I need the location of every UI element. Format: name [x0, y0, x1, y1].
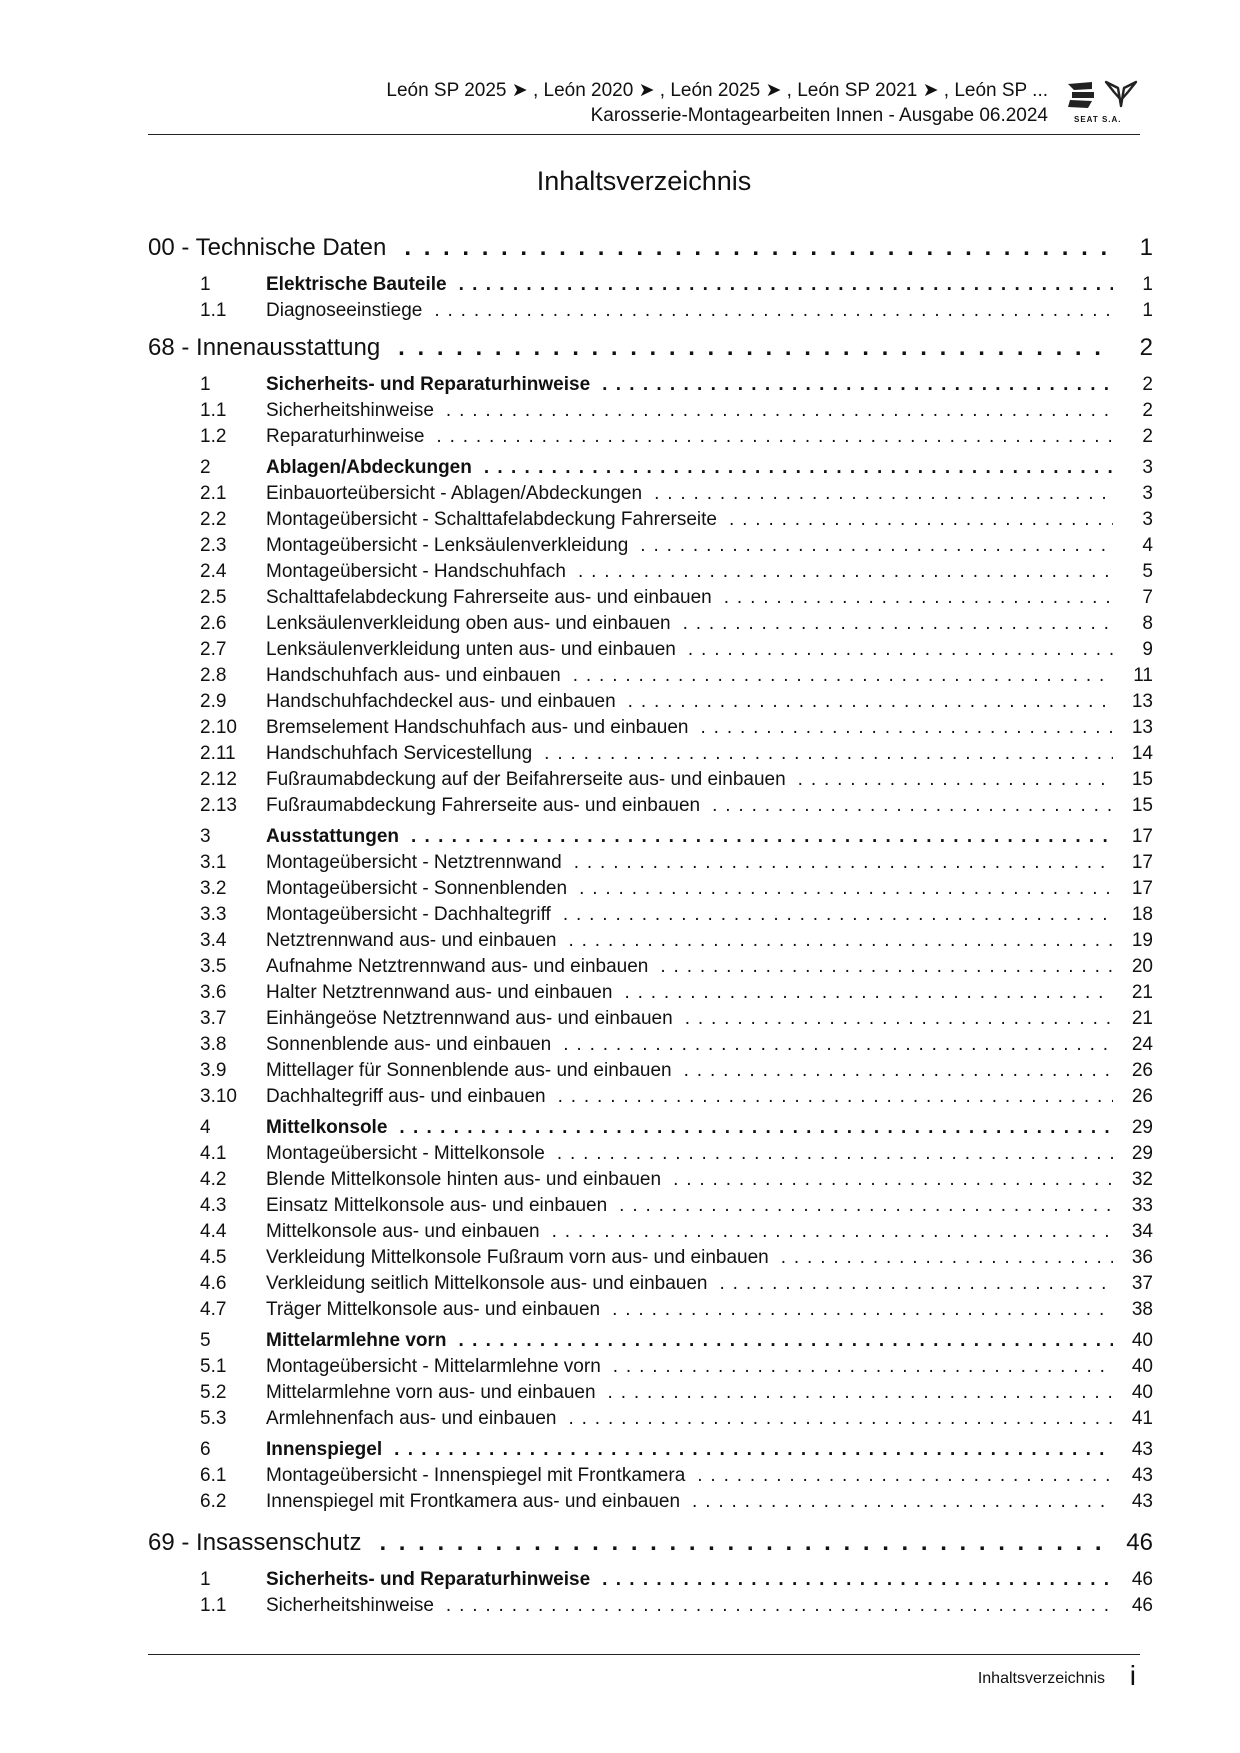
toc-entry-number: 2.8 [200, 665, 227, 686]
toc-entry[interactable] [148, 878, 1153, 904]
toc-entry-page: 15 [1131, 795, 1153, 816]
toc-section[interactable] [148, 457, 1153, 483]
toc-leader [684, 1060, 1113, 1082]
toc-leader [798, 769, 1113, 791]
toc-entry-number: 2.9 [200, 691, 227, 712]
toc-leader [729, 509, 1113, 531]
toc-entry-page: 40 [1131, 1356, 1153, 1377]
toc-entry-title: Einbauorteübersicht - Ablagen/Abdeckungen [266, 483, 643, 504]
toc-leader [573, 665, 1113, 687]
toc-entry-page: 17 [1131, 878, 1153, 899]
toc-entry-title: Bremselement Handschuhfach aus- und einbauen [266, 717, 689, 738]
toc-entry-title: Netztrennwand aus- und einbauen [266, 930, 557, 951]
toc-entry-number: 1.1 [200, 300, 227, 321]
toc-leader [602, 1569, 1113, 1591]
toc-entry-title: Montageübersicht - Netztrennwand [266, 852, 562, 873]
toc-entry[interactable] [148, 1086, 1153, 1112]
toc-leader [613, 1356, 1113, 1378]
toc-leader [624, 982, 1113, 1004]
toc-entry[interactable] [148, 795, 1153, 821]
toc-leader [563, 1034, 1113, 1056]
toc-chapter-page: 2 [1139, 334, 1153, 361]
toc-entry-page: 13 [1131, 691, 1153, 712]
toc-entry-number: 4.1 [200, 1143, 227, 1164]
toc-entry-number: 4.7 [200, 1299, 227, 1320]
toc-leader [399, 1117, 1113, 1139]
toc-entry-page: 2 [1142, 400, 1153, 421]
toc-entry-page: 13 [1131, 717, 1153, 738]
toc-entry-page: 4 [1142, 535, 1153, 556]
toc-leader [459, 274, 1113, 296]
toc-entry-number: 2.4 [200, 561, 227, 582]
toc-entry-page: 43 [1131, 1465, 1153, 1486]
toc-entry-title: Verkleidung seitlich Mittelkonsole aus- und einbauen [266, 1273, 708, 1294]
toc-entry[interactable] [148, 1273, 1153, 1299]
toc-leader [568, 1408, 1113, 1430]
toc-entry[interactable] [148, 1491, 1153, 1517]
toc-entry-number: 3.6 [200, 982, 227, 1003]
toc-section-title: Elektrische Bauteile [266, 274, 447, 295]
toc-entry-page: 15 [1131, 769, 1153, 790]
toc-entry-number: 3.8 [200, 1034, 227, 1055]
toc-entry-number: 2.11 [200, 743, 236, 764]
toc-section-number: 1 [200, 1569, 211, 1590]
toc-entry-number: 1.1 [200, 1595, 227, 1616]
toc-entry-number: 2.1 [200, 483, 227, 504]
toc-entry-title: Mittelkonsole aus- und einbauen [266, 1221, 540, 1242]
toc-entry[interactable] [148, 717, 1153, 743]
toc-entry-page: 46 [1131, 1595, 1153, 1616]
toc-entry[interactable] [148, 1595, 1153, 1621]
header-text [386, 78, 1048, 128]
toc-entry[interactable] [148, 1195, 1153, 1221]
toc-entry-title: Sonnenblende aus- und einbauen [266, 1034, 552, 1055]
toc-entry-page: 3 [1142, 509, 1153, 530]
toc-section-number: 1 [200, 274, 211, 295]
toc-entry-number: 3.4 [200, 930, 227, 951]
toc-leader [578, 561, 1113, 583]
toc-entry-page: 3 [1142, 483, 1153, 504]
toc-entry-page: 9 [1142, 639, 1153, 660]
toc-entry-title: Handschuhfach aus- und einbauen [266, 665, 561, 686]
toc-entry-number: 4.4 [200, 1221, 227, 1242]
toc-leader [781, 1247, 1113, 1269]
toc-entry-page: 8 [1142, 613, 1153, 634]
toc-section-number: 1 [200, 374, 211, 395]
toc-entry[interactable] [148, 665, 1153, 691]
toc-section-page: 2 [1142, 374, 1153, 395]
toc-entry-title: Sicherheitshinweise [266, 400, 434, 421]
footer-page-number: i [1129, 1660, 1136, 1691]
toc-entry-title: Träger Mittelkonsole aus- und einbauen [266, 1299, 601, 1320]
toc-entry-number: 1.2 [200, 426, 227, 447]
toc-section[interactable] [148, 1330, 1153, 1356]
toc-leader [602, 374, 1113, 396]
toc-chapter-page: 1 [1139, 234, 1153, 261]
toc-entry-number: 5.3 [200, 1408, 227, 1429]
toc-section-number: 5 [200, 1330, 211, 1351]
toc-entry-page: 20 [1131, 956, 1153, 977]
toc-entry-title: Handschuhfach Servicestellung [266, 743, 533, 764]
toc-entry-page: 1 [1142, 300, 1153, 321]
toc-entry-title: Montageübersicht - Innenspiegel mit Frontkamera [266, 1465, 686, 1486]
toc-entry-page: 43 [1131, 1491, 1153, 1512]
toc-leader [701, 717, 1114, 739]
toc-entry-number: 3.5 [200, 956, 227, 977]
toc-entry-page: 7 [1142, 587, 1153, 608]
toc-entry-title: Montageübersicht - Schalttafelabdeckung Fahrerseite [266, 509, 717, 530]
toc-entry[interactable] [148, 1034, 1153, 1060]
toc-entry-page: 21 [1131, 1008, 1153, 1029]
header-rule [148, 134, 1140, 135]
toc-entry-number: 2.10 [200, 717, 237, 738]
toc-entry-number: 2.13 [200, 795, 237, 816]
toc-section-number: 4 [200, 1117, 211, 1138]
toc-entry-number: 3.1 [200, 852, 227, 873]
toc-section-number: 2 [200, 457, 211, 478]
toc-entry-page: 29 [1131, 1143, 1153, 1164]
toc-leader [685, 1008, 1113, 1030]
toc-entry-title: Montageübersicht - Mittelarmlehne vorn [266, 1356, 601, 1377]
toc-entry-page: 32 [1131, 1169, 1153, 1190]
toc-entry-number: 5.1 [200, 1356, 227, 1377]
toc-leader [563, 904, 1113, 926]
toc-entry-title: Einhängeöse Netztrennwand aus- und einbauen [266, 1008, 673, 1029]
toc-entry[interactable] [148, 1382, 1153, 1408]
toc-section-title: Mittelkonsole [266, 1117, 388, 1138]
toc-entry-number: 3.7 [200, 1008, 227, 1029]
toc-entry-page: 11 [1133, 665, 1153, 686]
toc-entry-title: Handschuhfachdeckel aus- und einbauen [266, 691, 616, 712]
toc-entry-title: Aufnahme Netztrennwand aus- und einbauen [266, 956, 649, 977]
toc-entry-title: Sicherheitshinweise [266, 1595, 434, 1616]
toc-entry-number: 2.6 [200, 613, 227, 634]
toc-leader [724, 587, 1113, 609]
toc-entry[interactable] [148, 509, 1153, 535]
toc-entry-number: 3.2 [200, 878, 227, 899]
page-header [148, 78, 1140, 134]
toc-leader [697, 1465, 1113, 1487]
toc-entry[interactable] [148, 300, 1153, 326]
seat-s-logo-icon [1062, 80, 1102, 110]
toc-entry-page: 41 [1131, 1408, 1153, 1429]
toc-leader [612, 1299, 1113, 1321]
toc-entry[interactable] [148, 1465, 1153, 1491]
toc-section-page: 46 [1131, 1569, 1153, 1590]
toc-entry[interactable] [148, 639, 1153, 665]
toc-entry-title: Montageübersicht - Sonnenblenden [266, 878, 568, 899]
toc-leader [692, 1491, 1113, 1513]
toc-entry-page: 19 [1131, 930, 1153, 951]
toc-entry-page: 5 [1142, 561, 1153, 582]
toc-leader [654, 483, 1113, 505]
toc-leader [628, 691, 1113, 713]
toc-entry[interactable] [148, 982, 1153, 1008]
toc-section[interactable] [148, 1117, 1153, 1143]
toc-leader [619, 1195, 1113, 1217]
toc-entry-title: Innenspiegel mit Frontkamera aus- und einbauen [266, 1491, 681, 1512]
toc-leader [574, 852, 1113, 874]
toc-chapter[interactable] [148, 234, 1153, 269]
toc-leader [683, 613, 1113, 635]
toc-section-title: Sicherheits- und Reparaturhinweise [266, 1569, 591, 1590]
toc-entry-page: 18 [1131, 904, 1153, 925]
toc-entry[interactable] [148, 852, 1153, 878]
toc-entry-number: 4.2 [200, 1169, 227, 1190]
toc-entry-title: Armlehnenfach aus- und einbauen [266, 1408, 557, 1429]
toc-entry[interactable] [148, 1247, 1153, 1273]
toc-entry[interactable] [148, 930, 1153, 956]
cupra-logo-icon [1104, 80, 1138, 110]
toc-leader [459, 1330, 1113, 1352]
toc-entry-title: Mittelarmlehne vorn aus- und einbauen [266, 1382, 596, 1403]
toc-leader [552, 1221, 1113, 1243]
toc-entry-page: 40 [1131, 1382, 1153, 1403]
toc-leader [688, 639, 1113, 661]
toc-leader [411, 826, 1113, 848]
toc-section[interactable] [148, 274, 1153, 300]
toc-section-page: 3 [1142, 457, 1153, 478]
toc-leader [436, 426, 1113, 448]
toc-chapter-title: 69 - Insassenschutz [148, 1529, 362, 1556]
toc-entry-title: Halter Netztrennwand aus- und einbauen [266, 982, 613, 1003]
toc-entry-page: 34 [1131, 1221, 1153, 1242]
toc-entry-title: Montageübersicht - Dachhaltegriff [266, 904, 551, 925]
toc-section[interactable] [148, 374, 1153, 400]
toc-entry-number: 6.2 [200, 1491, 227, 1512]
toc-entry[interactable] [148, 400, 1153, 426]
toc-entry[interactable] [148, 1008, 1153, 1034]
toc-entry[interactable] [148, 1169, 1153, 1195]
toc-entry-title: Dachhaltegriff aus- und einbauen [266, 1086, 546, 1107]
toc-leader [557, 1143, 1113, 1165]
footer-label: Inhaltsverzeichnis [977, 1670, 1105, 1687]
toc-entry[interactable] [148, 1356, 1153, 1382]
toc-entry-title: Montageübersicht - Mittelkonsole [266, 1143, 545, 1164]
toc-entry-title: Fußraumabdeckung Fahrerseite aus- und einbauen [266, 795, 701, 816]
toc-entry[interactable] [148, 691, 1153, 717]
toc-entry-title: Lenksäulenverkleidung oben aus- und einbauen [266, 613, 671, 634]
toc-entry-page: 26 [1131, 1060, 1153, 1081]
toc-leader [446, 1595, 1113, 1617]
toc-leader [673, 1169, 1113, 1191]
vehicle-models: León SP 2025 ➤ , León 2020 ➤ , León 2025 ➤ , León SP 2021 ➤ , León SP ... [386, 80, 1048, 101]
toc-leader [579, 878, 1113, 900]
toc-entry-page: 33 [1131, 1195, 1153, 1216]
toc-leader [394, 1439, 1113, 1461]
toc-chapter[interactable] [148, 1529, 1153, 1564]
toc-entry-number: 1.1 [200, 400, 227, 421]
toc-leader [379, 1529, 1113, 1557]
toc-leader [398, 334, 1113, 362]
toc-section-number: 3 [200, 826, 211, 847]
toc-leader [404, 234, 1113, 262]
toc-leader [660, 956, 1113, 978]
toc-entry[interactable] [148, 743, 1153, 769]
footer-rule [148, 1654, 1140, 1655]
toc-section-title: Innenspiegel [266, 1439, 383, 1460]
toc-entry[interactable] [148, 1299, 1153, 1325]
toc-entry-number: 2.3 [200, 535, 227, 556]
toc-chapter-page: 46 [1126, 1529, 1153, 1556]
toc-leader [434, 300, 1113, 322]
toc-entry-page: 26 [1131, 1086, 1153, 1107]
toc-entry-page: 14 [1131, 743, 1153, 764]
brand-caption: SEAT S.A. [1074, 115, 1122, 124]
seat-logo [1060, 80, 1140, 128]
toc-entry-page: 24 [1131, 1034, 1153, 1055]
toc-entry[interactable] [148, 613, 1153, 639]
toc-entry-page: 36 [1131, 1247, 1153, 1268]
toc-leader [608, 1382, 1113, 1404]
toc-chapter[interactable] [148, 334, 1153, 369]
table-of-contents [148, 234, 1153, 1621]
toc-leader [720, 1273, 1114, 1295]
toc-entry-number: 2.2 [200, 509, 227, 530]
toc-entry[interactable] [148, 1408, 1153, 1434]
toc-leader [484, 457, 1113, 479]
toc-chapter-title: 68 - Innenausstattung [148, 334, 381, 361]
toc-entry-title: Blende Mittelkonsole hinten aus- und einbauen [266, 1169, 662, 1190]
toc-chapter-title: 00 - Technische Daten [148, 234, 387, 261]
toc-entry[interactable] [148, 1221, 1153, 1247]
toc-section[interactable] [148, 1439, 1153, 1465]
toc-entry-number: 2.5 [200, 587, 227, 608]
toc-entry[interactable] [148, 769, 1153, 795]
toc-entry-title: Mittellager für Sonnenblende aus- und einbauen [266, 1060, 672, 1081]
toc-entry-title: Diagnoseeinstiege [266, 300, 423, 321]
toc-leader [568, 930, 1113, 952]
toc-leader [544, 743, 1113, 765]
toc-entry-page: 21 [1131, 982, 1153, 1003]
manual-subtitle: Karosserie-Montagearbeiten Innen - Ausgabe 06.2024 [590, 105, 1048, 126]
toc-entry[interactable] [148, 587, 1153, 613]
toc-entry-number: 3.3 [200, 904, 227, 925]
toc-leader [446, 400, 1113, 422]
toc-entry-number: 3.10 [200, 1086, 237, 1107]
toc-section-page: 40 [1131, 1330, 1153, 1351]
toc-entry-number: 3.9 [200, 1060, 227, 1081]
toc-leader [640, 535, 1113, 557]
toc-section-title: Sicherheits- und Reparaturhinweise [266, 374, 591, 395]
toc-entry-page: 2 [1142, 426, 1153, 447]
toc-entry-number: 2.12 [200, 769, 237, 790]
toc-section-page: 1 [1142, 274, 1153, 295]
toc-section-page: 29 [1131, 1117, 1153, 1138]
toc-entry-page: 38 [1131, 1299, 1153, 1320]
toc-section-title: Mittelarmlehne vorn [266, 1330, 447, 1351]
toc-entry-number: 4.6 [200, 1273, 227, 1294]
toc-entry-number: 6.1 [200, 1465, 227, 1486]
toc-entry-page: 17 [1131, 852, 1153, 873]
toc-section-title: Ablagen/Abdeckungen [266, 457, 472, 478]
toc-section-number: 6 [200, 1439, 211, 1460]
toc-entry-title: Montageübersicht - Lenksäulenverkleidung [266, 535, 629, 556]
toc-entry-title: Lenksäulenverkleidung unten aus- und einbauen [266, 639, 676, 660]
toc-entry-title: Montageübersicht - Handschuhfach [266, 561, 566, 582]
toc-entry-title: Verkleidung Mittelkonsole Fußraum vorn aus- und einbauen [266, 1247, 769, 1268]
toc-section[interactable] [148, 1569, 1153, 1595]
toc-entry-title: Schalttafelabdeckung Fahrerseite aus- und einbauen [266, 587, 712, 608]
toc-entry-number: 4.5 [200, 1247, 227, 1268]
toc-entry-title: Fußraumabdeckung auf der Beifahrerseite aus- und einbauen [266, 769, 786, 790]
toc-entry[interactable] [148, 956, 1153, 982]
toc-entry-number: 5.2 [200, 1382, 227, 1403]
toc-leader [712, 795, 1113, 817]
toc-entry-page: 37 [1131, 1273, 1153, 1294]
toc-section-title: Ausstattungen [266, 826, 399, 847]
toc-entry-number: 4.3 [200, 1195, 227, 1216]
toc-entry[interactable] [148, 426, 1153, 452]
toc-section[interactable] [148, 826, 1153, 852]
toc-entry[interactable] [148, 1143, 1153, 1169]
toc-entry[interactable] [148, 904, 1153, 930]
toc-entry-number: 2.7 [200, 639, 227, 660]
toc-section-page: 43 [1131, 1439, 1153, 1460]
toc-leader [558, 1086, 1113, 1108]
toc-entry[interactable] [148, 535, 1153, 561]
toc-section-page: 17 [1131, 826, 1153, 847]
toc-entry-title: Einsatz Mittelkonsole aus- und einbauen [266, 1195, 608, 1216]
toc-entry[interactable] [148, 483, 1153, 509]
page-title: Inhaltsverzeichnis [536, 166, 752, 196]
toc-entry-title: Reparaturhinweise [266, 426, 425, 447]
toc-entry[interactable] [148, 561, 1153, 587]
toc-entry[interactable] [148, 1060, 1153, 1086]
